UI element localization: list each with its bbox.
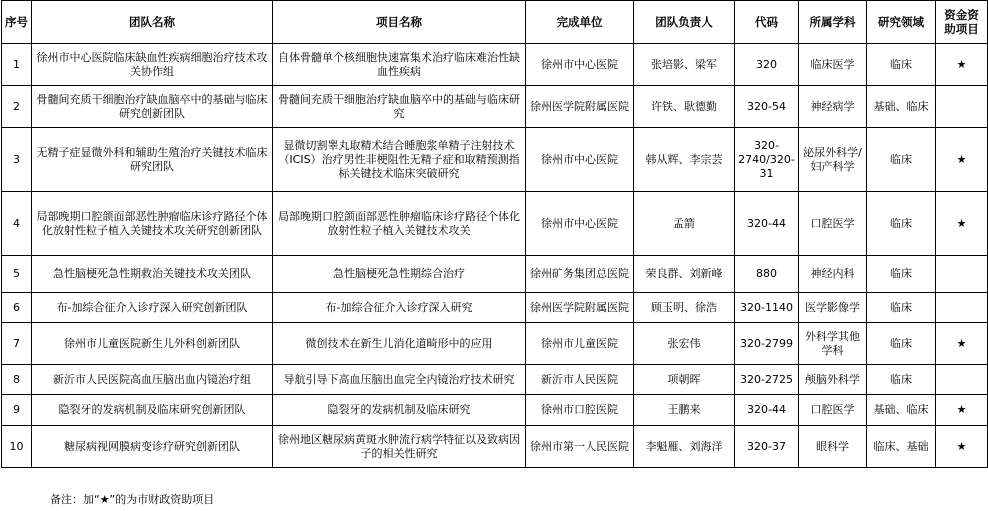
cell-discipline: 口腔医学 bbox=[799, 395, 867, 426]
cell-project: 局部晚期口腔颌面部恶性肿瘤临床诊疗路径个体化放射性粒子植入关键技术攻关 bbox=[273, 192, 526, 256]
cell-funded-star: ★ bbox=[936, 192, 988, 256]
cell-unit: 徐州市中心医院 bbox=[526, 44, 634, 86]
cell-seq: 3 bbox=[2, 128, 32, 192]
table-row bbox=[2, 293, 988, 323]
footnote: 备注：加“★”的为市财政资助项目 bbox=[50, 493, 215, 506]
cell-code: 320-54 bbox=[735, 86, 799, 128]
cell-team: 急性脑梗死急性期救治关键技术攻关团队 bbox=[32, 256, 273, 293]
cell-field: 基础、临床 bbox=[867, 395, 936, 426]
cell-discipline: 外科学其他学科 bbox=[799, 323, 867, 365]
table-row bbox=[2, 395, 988, 426]
cell-code: 320-1140 bbox=[735, 293, 799, 323]
cell-discipline: 泌尿外科学/妇产科学 bbox=[799, 128, 867, 192]
cell-team: 布-加综合征介入诊疗深入研究创新团队 bbox=[32, 293, 273, 323]
cell-funded-star: ★ bbox=[936, 128, 988, 192]
cell-project: 显微切割睾丸取精术结合睡胞浆单精子注射技术（ICIS）治疗男性非梗阻性无精子症和取精预测指标关键技术临床突破研究 bbox=[273, 128, 526, 192]
cell-field: 临床 bbox=[867, 323, 936, 365]
cell-unit: 新沂市人民医院 bbox=[526, 365, 634, 395]
cell-funded-star: ★ bbox=[936, 395, 988, 426]
cell-team: 新沂市人民医院高血压脑出血内镜治疗组 bbox=[32, 365, 273, 395]
cell-leader: 李魁雁、刘海洋 bbox=[634, 426, 735, 468]
cell-discipline: 颅脑外科学 bbox=[799, 365, 867, 395]
cell-leader: 王鹏来 bbox=[634, 395, 735, 426]
cell-leader: 顾玉明、徐浩 bbox=[634, 293, 735, 323]
cell-team: 糖尿病视网膜病变诊疗研究创新团队 bbox=[32, 426, 273, 468]
cell-funded-star: ★ bbox=[936, 323, 988, 365]
cell-leader: 韩从辉、李宗芸 bbox=[634, 128, 735, 192]
cell-discipline: 临床医学 bbox=[799, 44, 867, 86]
cell-code: 320-37 bbox=[735, 426, 799, 468]
table-row bbox=[2, 44, 988, 86]
cell-project: 导航引导下高血压脑出血完全内镜治疗技术研究 bbox=[273, 365, 526, 395]
cell-seq: 6 bbox=[2, 293, 32, 323]
header-unit: 完成单位 bbox=[526, 1, 634, 44]
cell-seq: 5 bbox=[2, 256, 32, 293]
cell-seq: 8 bbox=[2, 365, 32, 395]
cell-field: 临床 bbox=[867, 128, 936, 192]
header-team: 团队名称 bbox=[32, 1, 273, 44]
cell-team: 徐州市中心医院临床缺血性疾病细胞治疗技术攻关协作组 bbox=[32, 44, 273, 86]
cell-field: 基础、临床 bbox=[867, 86, 936, 128]
cell-project: 急性脑梗死急性期综合治疗 bbox=[273, 256, 526, 293]
cell-code: 880 bbox=[735, 256, 799, 293]
cell-unit: 徐州医学院附属医院 bbox=[526, 293, 634, 323]
cell-code: 320-2799 bbox=[735, 323, 799, 365]
table-row bbox=[2, 192, 988, 256]
cell-seq: 7 bbox=[2, 323, 32, 365]
table-row bbox=[2, 426, 988, 468]
cell-funded-star bbox=[936, 86, 988, 128]
cell-team: 局部晚期口腔颌面部恶性肿瘤临床诊疗路径个体化放射性粒子植入关键技术攻关研究创新团队 bbox=[32, 192, 273, 256]
cell-project: 微创技术在新生儿消化道畸形中的应用 bbox=[273, 323, 526, 365]
cell-field: 临床 bbox=[867, 256, 936, 293]
cell-leader: 张培影、梁军 bbox=[634, 44, 735, 86]
cell-team: 隐裂牙的发病机制及临床研究创新团队 bbox=[32, 395, 273, 426]
cell-field: 临床、基础 bbox=[867, 426, 936, 468]
cell-unit: 徐州医学院附属医院 bbox=[526, 86, 634, 128]
cell-leader: 荣良群、刘新峰 bbox=[634, 256, 735, 293]
cell-field: 临床 bbox=[867, 293, 936, 323]
cell-code: 320-2740/320-31 bbox=[735, 128, 799, 192]
cell-leader: 项朝晖 bbox=[634, 365, 735, 395]
cell-funded-star bbox=[936, 293, 988, 323]
cell-discipline: 神经内科 bbox=[799, 256, 867, 293]
cell-code: 320-2725 bbox=[735, 365, 799, 395]
table-row bbox=[2, 86, 988, 128]
header-funded: 资金资助项目 bbox=[936, 1, 988, 44]
cell-field: 临床 bbox=[867, 192, 936, 256]
header-seq: 序号 bbox=[2, 1, 32, 44]
table-row bbox=[2, 256, 988, 293]
cell-leader: 孟箭 bbox=[634, 192, 735, 256]
cell-unit: 徐州矿务集团总医院 bbox=[526, 256, 634, 293]
cell-unit: 徐州市中心医院 bbox=[526, 192, 634, 256]
cell-discipline: 医学影像学 bbox=[799, 293, 867, 323]
cell-unit: 徐州市口腔医院 bbox=[526, 395, 634, 426]
cell-discipline: 眼科学 bbox=[799, 426, 867, 468]
cell-code: 320 bbox=[735, 44, 799, 86]
cell-discipline: 神经病学 bbox=[799, 86, 867, 128]
cell-funded-star: ★ bbox=[936, 426, 988, 468]
cell-seq: 9 bbox=[2, 395, 32, 426]
cell-seq: 10 bbox=[2, 426, 32, 468]
header-discipline: 所属学科 bbox=[799, 1, 867, 44]
header-project: 项目名称 bbox=[273, 1, 526, 44]
header-leader: 团队负责人 bbox=[634, 1, 735, 44]
cell-funded-star bbox=[936, 365, 988, 395]
cell-funded-star: ★ bbox=[936, 44, 988, 86]
project-table bbox=[1, 0, 988, 468]
cell-project: 自体骨髓单个核细胞快速富集术治疗临床难治性缺血性疾病 bbox=[273, 44, 526, 86]
cell-funded-star bbox=[936, 256, 988, 293]
cell-team: 骨髓间充质干细胞治疗缺血脑卒中的基础与临床研究创新团队 bbox=[32, 86, 273, 128]
cell-code: 320-44 bbox=[735, 395, 799, 426]
header-field: 研究领域 bbox=[867, 1, 936, 44]
cell-seq: 1 bbox=[2, 44, 32, 86]
cell-seq: 2 bbox=[2, 86, 32, 128]
cell-leader: 张宏伟 bbox=[634, 323, 735, 365]
cell-team: 无精子症显微外科和辅助生殖治疗关键技术临床研究团队 bbox=[32, 128, 273, 192]
cell-project: 骨髓间充质干细胞治疗缺血脑卒中的基础与临床研究 bbox=[273, 86, 526, 128]
table-header-row bbox=[2, 1, 988, 44]
table-row bbox=[2, 365, 988, 395]
header-code: 代码 bbox=[735, 1, 799, 44]
cell-field: 临床 bbox=[867, 44, 936, 86]
cell-unit: 徐州市中心医院 bbox=[526, 128, 634, 192]
table-row bbox=[2, 323, 988, 365]
cell-discipline: 口腔医学 bbox=[799, 192, 867, 256]
cell-project: 隐裂牙的发病机制及临床研究 bbox=[273, 395, 526, 426]
cell-seq: 4 bbox=[2, 192, 32, 256]
cell-team: 徐州市儿童医院新生儿外科创新团队 bbox=[32, 323, 273, 365]
cell-leader: 许铁、耿德勤 bbox=[634, 86, 735, 128]
cell-field: 临床 bbox=[867, 365, 936, 395]
cell-unit: 徐州市儿童医院 bbox=[526, 323, 634, 365]
cell-project: 布-加综合征介入诊疗深入研究 bbox=[273, 293, 526, 323]
cell-unit: 徐州市第一人民医院 bbox=[526, 426, 634, 468]
table-row bbox=[2, 128, 988, 192]
cell-project: 徐州地区糖尿病黄斑水肿流行病学特征以及致病因子的相关性研究 bbox=[273, 426, 526, 468]
cell-code: 320-44 bbox=[735, 192, 799, 256]
